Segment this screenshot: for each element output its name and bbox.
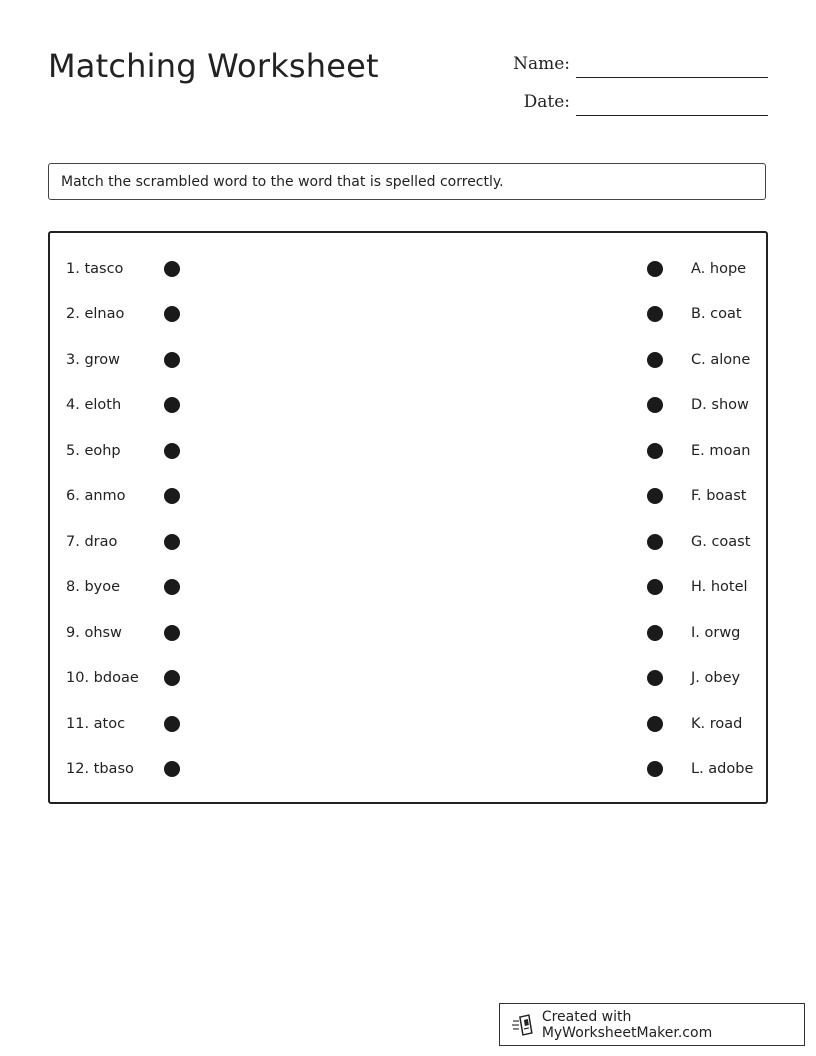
left-item: 12. tbaso (66, 761, 134, 777)
left-dot (164, 761, 180, 777)
left-item: 4. eloth (66, 397, 122, 413)
left-item: 11. atoc (66, 716, 126, 732)
right-item: E. moan (691, 443, 751, 459)
right-dot (647, 534, 663, 550)
left-item: 5. eohp (66, 443, 121, 459)
right-item: L. adobe (691, 761, 754, 777)
left-dot (164, 488, 180, 504)
right-dot (647, 716, 663, 732)
right-dot (647, 261, 663, 277)
match-row (50, 712, 766, 736)
match-row (50, 621, 766, 645)
left-dot (164, 716, 180, 732)
left-dot (164, 670, 180, 686)
match-row (50, 439, 766, 463)
left-item: 2. elnao (66, 306, 125, 322)
left-item: 10. bdoae (66, 670, 139, 686)
left-item: 1. tasco (66, 261, 124, 277)
match-row (50, 666, 766, 690)
right-dot (647, 579, 663, 595)
left-item: 3. grow (66, 352, 121, 368)
right-item: I. orwg (691, 625, 741, 641)
left-dot (164, 625, 180, 641)
match-row (50, 757, 766, 781)
left-item: 8. byoe (66, 579, 121, 595)
right-item: B. coat (691, 306, 742, 322)
left-dot (164, 352, 180, 368)
right-item: D. show (691, 397, 749, 413)
right-dot (647, 625, 663, 641)
date-label: Date: (523, 92, 570, 112)
left-dot (164, 443, 180, 459)
footer-text: Created with MyWorksheetMaker.com (541, 1008, 713, 1041)
left-dot (164, 306, 180, 322)
left-dot (164, 579, 180, 595)
date-line[interactable] (576, 115, 768, 116)
right-dot (647, 761, 663, 777)
worksheet-maker-logo-icon (512, 1014, 534, 1036)
right-dot (647, 306, 663, 322)
right-item: J. obey (691, 670, 741, 686)
date-field-row (500, 86, 768, 116)
left-item: 6. anmo (66, 488, 126, 504)
left-dot (164, 534, 180, 550)
right-dot (647, 443, 663, 459)
name-line[interactable] (576, 77, 768, 78)
right-dot (647, 488, 663, 504)
match-row (50, 302, 766, 326)
match-row (50, 257, 766, 281)
page-title: Matching Worksheet (48, 47, 379, 85)
right-dot (647, 352, 663, 368)
left-item: 7. drao (66, 534, 118, 550)
right-item: G. coast (691, 534, 751, 550)
match-row (50, 484, 766, 508)
right-item: H. hotel (691, 579, 748, 595)
left-dot (164, 397, 180, 413)
name-field-row (500, 48, 768, 78)
name-label: Name: (513, 54, 570, 74)
right-item: K. road (691, 716, 743, 732)
right-dot (647, 670, 663, 686)
right-item: F. boast (691, 488, 747, 504)
footer-credit[interactable] (499, 1003, 805, 1046)
match-row (50, 393, 766, 417)
right-item: C. alone (691, 352, 751, 368)
right-item: A. hope (691, 261, 747, 277)
match-row (50, 348, 766, 372)
matching-area (48, 231, 768, 804)
left-dot (164, 261, 180, 277)
match-row (50, 575, 766, 599)
right-dot (647, 397, 663, 413)
left-item: 9. ohsw (66, 625, 122, 641)
match-row (50, 530, 766, 554)
instructions-box: Match the scrambled word to the word that is spelled correctly. (48, 163, 766, 200)
